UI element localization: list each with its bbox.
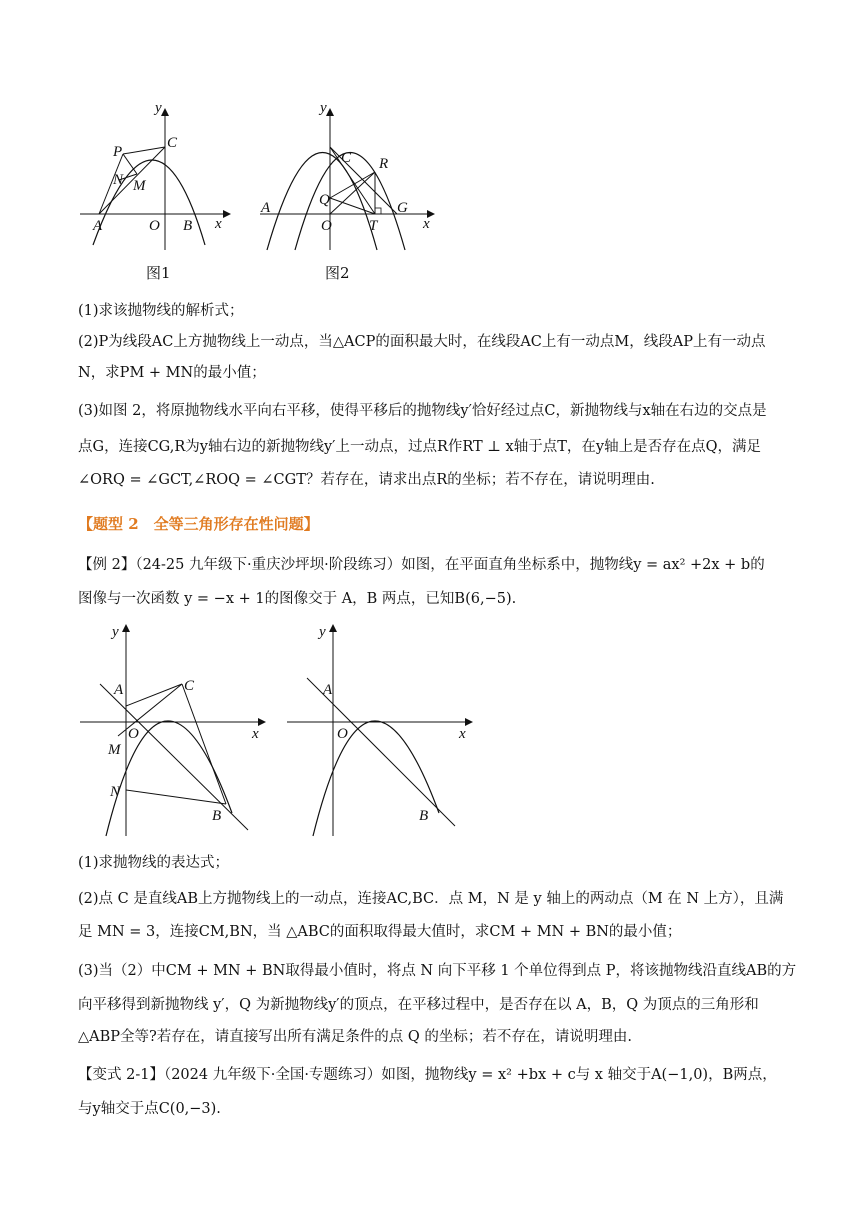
svg-text:A: A <box>323 682 333 698</box>
svg-text:O: O <box>128 726 139 742</box>
svg-text:O: O <box>149 218 160 234</box>
svg-text:y: y <box>319 624 326 640</box>
figure-1-caption: 图1 <box>146 264 171 282</box>
svg-text:A: A <box>261 200 271 216</box>
example2-line2: 图像与一次函数 y = −x + 1的图像交于 A，B 两点，已知B(6,−5). <box>78 591 517 607</box>
svg-text:M: M <box>108 742 121 758</box>
example2-q2-line1: (2)点 C 是直线AB上方抛物线上的一动点，连接AC,BC．点 M，N 是 y 轴上的两动点（M 在 N 上方），且满 <box>78 891 784 907</box>
svg-text:B: B <box>419 808 429 824</box>
problem1-q2-line1: (2)P为线段AC上方抛物线上一动点，当△ACP的面积最大时，在线段AC上有一动点M，线段AP上有一动点 <box>78 334 766 350</box>
example2-q1: (1)求抛物线的表达式； <box>78 855 230 871</box>
variant-line2: 与y轴交于点C(0,−3). <box>78 1101 221 1117</box>
svg-text:N: N <box>110 784 121 800</box>
svg-text:y: y <box>320 100 327 116</box>
svg-text:A: A <box>114 682 124 698</box>
svg-text:Q: Q <box>319 192 330 208</box>
svg-text:C: C <box>184 678 195 694</box>
figure-2 <box>255 100 440 260</box>
svg-text:O: O <box>337 726 348 742</box>
section-heading <box>78 513 319 534</box>
section-title: 题型 2 全等三角形存在性问题 <box>93 515 304 533</box>
svg-text:R: R <box>379 156 389 172</box>
svg-text:C: C <box>167 135 178 151</box>
svg-text:y: y <box>155 100 162 116</box>
example2-q3-line2: 向平移得到新抛物线 y′，Q 为新抛物线y′的顶点，在平移过程中，是否存在以 A，B，Q 为顶点的三角形和 <box>78 997 759 1013</box>
svg-text:x: x <box>459 726 466 742</box>
svg-text:y: y <box>112 624 119 640</box>
variant-line1: 【变式 2-1】（2024 九年级下·全国·专题练习）如图，抛物线y = x² +bx + c与 x 轴交于A(−1,0)，B两点， <box>78 1067 777 1083</box>
svg-text:N: N <box>113 172 124 188</box>
svg-text:x: x <box>252 726 259 742</box>
svg-text:M: M <box>133 178 146 194</box>
example2-q3-line3: △ABP全等?若存在，请直接写出所有满足条件的点 Q 的坐标；若不存在，请说明理由. <box>78 1029 633 1045</box>
figure-4 <box>285 618 475 838</box>
svg-text:P: P <box>113 144 123 160</box>
svg-text:B: B <box>212 808 222 824</box>
figure-1 <box>75 100 235 260</box>
svg-text:x: x <box>423 216 430 232</box>
svg-text:O: O <box>321 218 332 234</box>
svg-text:C: C <box>341 150 352 166</box>
svg-text:x: x <box>215 216 222 232</box>
section-bracket-close: 】 <box>303 515 319 533</box>
problem1-q2-line2: N，求PM + MN的最小值； <box>78 365 266 381</box>
section-bracket-open: 【 <box>78 515 94 533</box>
example2-line1: 【例 2】（24-25 九年级下·重庆沙坪坝·阶段练习）如图，在平面直角坐标系中，抛物线y = ax² +2x + b的 <box>78 557 765 573</box>
svg-text:G: G <box>397 200 408 216</box>
problem1-q1: (1)求该抛物线的解析式； <box>78 303 244 319</box>
problem1-q3-line1: (3)如图 2，将原抛物线水平向右平移，使得平移后的抛物线y′恰好经过点C，新抛物线与x轴在右边的交点是 <box>78 403 767 419</box>
svg-text:B: B <box>183 218 193 234</box>
svg-text:T: T <box>369 218 378 234</box>
example2-q3-line1: (3)当（2）中CM + MN + BN取得最小值时，将点 N 向下平移 1 个单位得到点 P，将该抛物线沿直线AB的方 <box>78 963 797 979</box>
svg-text:A: A <box>93 218 103 234</box>
figure-3 <box>78 618 268 838</box>
figure-2-caption: 图2 <box>325 264 350 282</box>
problem1-q3-line3: ∠ORQ = ∠GCT,∠ROQ = ∠CGT？若存在，请求出点R的坐标；若不存在，请说明理由. <box>78 472 655 488</box>
problem1-q3-line2: 点G，连接CG,R为y轴右边的新抛物线y′上一动点，过点R作RT ⊥ x轴于点T，在y轴上是否存在点Q，满足 <box>78 439 761 455</box>
example2-q2-line2: 足 MN = 3，连接CM,BN，当 △ABC的面积取得最大值时，求CM + MN + BN的最小值； <box>78 924 682 940</box>
